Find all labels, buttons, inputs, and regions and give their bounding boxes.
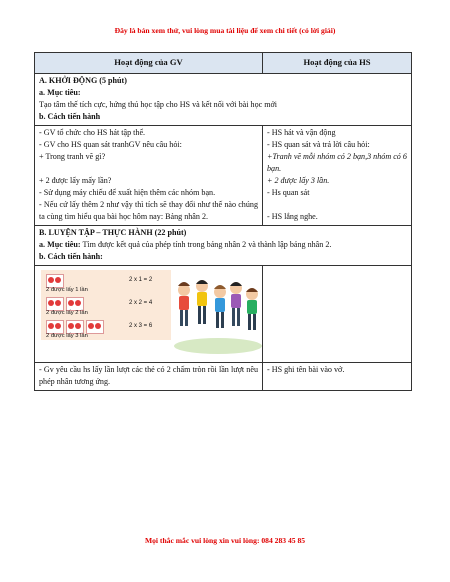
section-b-image-row: [35, 265, 412, 362]
section-b-activities-row: [35, 362, 412, 390]
gv-line: - Gv yêu cầu hs lấy lần lượt các thẻ có 2 chấm tròn rồi lần lượt nêu phép nhân tương ứng.: [39, 364, 258, 386]
red-dot-icon: [88, 323, 94, 329]
section-b-method-heading: b. Cách tiến hành:: [39, 251, 103, 261]
hs-line: - HS ghi tên bài vào vở.: [267, 364, 345, 374]
child-figure-1: [178, 282, 190, 326]
red-dot-icon: [55, 277, 61, 283]
dot-card: [86, 320, 104, 334]
section-b-image-cell: [35, 265, 263, 362]
row-1-label: 2 được lấy 1 lần: [46, 286, 88, 293]
child-figure-4: [230, 282, 242, 326]
gv-line: - GV cho HS quan sát tranhGV nêu câu hỏi:: [39, 139, 182, 149]
header-gv: Hoạt động của GV: [35, 53, 263, 74]
children-playing-illustration: [172, 272, 264, 356]
section-a-intro-row: [35, 74, 412, 126]
hs-line: - HS lắng nghe.: [267, 211, 318, 221]
section-a-goal-heading: a. Mục tiêu:: [39, 87, 81, 97]
child-figure-2: [196, 280, 208, 324]
gv-line: - GV tổ chức cho HS hát tập thể.: [39, 127, 146, 137]
section-a-gv-cell: [35, 125, 263, 225]
section-b-goal-heading: a. Mục tiêu:: [39, 239, 81, 249]
section-a-method-heading: b. Cách tiến hành: [39, 111, 101, 121]
section-b-hs-cell: [263, 362, 412, 390]
row-1-equation: 2 x 1 = 2: [129, 276, 153, 283]
red-dot-icon: [95, 323, 101, 329]
section-b-goal-text: Tìm được kết quả của phép tính trong bảng nhân 2 và thành lập bảng nhân 2.: [80, 239, 332, 249]
red-dot-icon: [75, 300, 81, 306]
red-dot-icon: [48, 323, 54, 329]
section-b-intro: [35, 225, 412, 265]
header-hs: Hoạt động của HS: [263, 53, 412, 74]
section-a-goal-text: Tạo tâm thế tích cực, hứng thú học tập cho HS và kết nối với bài học mới: [39, 99, 278, 109]
section-b-gv-cell: [35, 362, 263, 390]
section-b-title: B. LUYỆN TẬP – THỰC HÀNH (22 phút): [39, 227, 187, 237]
red-dot-icon: [48, 277, 54, 283]
row-2-equation: 2 x 2 = 4: [129, 299, 153, 306]
section-a-hs-cell: [263, 125, 412, 225]
red-dot-icon: [55, 323, 61, 329]
red-dot-icon: [75, 323, 81, 329]
gv-line: - Sử dụng máy chiếu để xuất hiện thêm các nhóm bạn.: [39, 187, 216, 197]
hs-line: - Hs quan sát: [267, 187, 310, 197]
section-b-image-hs-cell: [263, 265, 412, 362]
section-a-activities-row: [35, 125, 412, 225]
preview-notice: Đây là bản xem thử, vui lòng mua tài liệu để xem chi tiết (có lời giải): [114, 26, 336, 35]
spacer: [39, 163, 258, 175]
gv-line: + Trong tranh vẽ gì?: [39, 151, 106, 161]
row-3-label: 2 được lấy 3 lần: [46, 332, 88, 339]
lesson-plan: [34, 52, 411, 391]
activity-table: [34, 52, 412, 391]
section-b-goal: [39, 239, 407, 251]
table-header-row: [35, 53, 412, 74]
hs-line: + 2 được lấy 3 lần.: [267, 175, 330, 185]
red-dot-icon: [68, 300, 74, 306]
contact-notice: Mọi thắc mắc vui lòng xin vui lòng: 084 283 45 85: [144, 536, 306, 545]
multiplication-illustration: [35, 266, 268, 362]
child-figure-5: [246, 288, 258, 330]
spacer: [267, 199, 407, 211]
section-b-intro-row: [35, 225, 412, 265]
child-figure-3: [214, 285, 226, 328]
red-dot-icon: [48, 300, 54, 306]
section-a-intro: [35, 74, 412, 126]
hs-line: - HS quan sát và trả lời câu hỏi:: [267, 139, 370, 149]
row-3-equation: 2 x 3 = 6: [129, 322, 153, 329]
hs-line: - HS hát và vận động: [267, 127, 336, 137]
red-dot-icon: [55, 300, 61, 306]
gv-line: + 2 được lấy mấy lần?: [39, 175, 112, 185]
gv-line: - Nếu cứ lấy thêm 2 như vậy thì tích sẽ thay đổi như thế nào chúng ta cùng tìm hiểu qua bài học hôm nay: Bảng nhân 2.: [39, 199, 258, 221]
row-2-label: 2 được lấy 2 lần: [46, 309, 88, 316]
section-a-title: A. KHỞI ĐỘNG (5 phút): [39, 76, 127, 85]
red-dot-icon: [68, 323, 74, 329]
hs-line: +Tranh vẽ mỗi nhóm có 2 bạn,3 nhóm có 6 bạn.: [267, 151, 407, 173]
